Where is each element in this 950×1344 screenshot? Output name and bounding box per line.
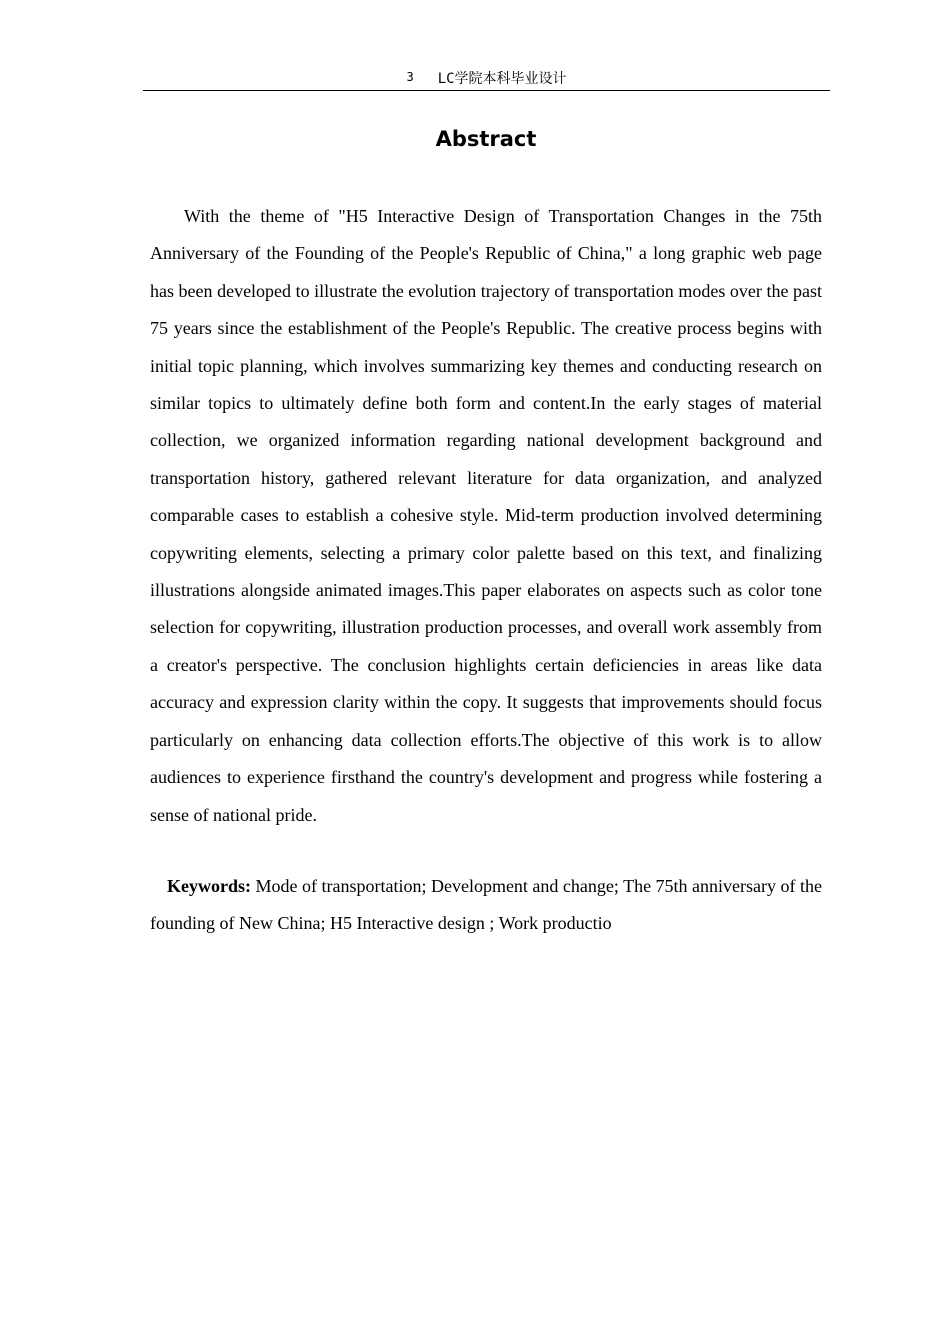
abstract-paragraph: With the theme of "H5 Interactive Design of Transportation Changes in the 75th Anniversary of the Founding of the People's Republic of China," a long graphic web page has been developed to illustrate the evolution trajectory of transportation modes over the past 75 years since the establishment of the People's Republic. The creative process begins with initial topic planning, which involves summarizing key themes and conducting research on similar topics to ultimately define both form and content.In the early stages of material collection, we organized information regarding national development background and transportation history, gathered relevant literature for data organization, and analyzed comparable cases to establish a cohesive style. Mid-term production involved determining copywriting elements, selecting a primary color palette based on this text, and finalizing illustrations alongside animated images.This paper elaborates on aspects such as color tone selection for copywriting, illustration production processes, and overall work assembly from a creator's perspective. The conclusion highlights certain deficiencies in areas like data accuracy and expression clarity within the copy. It suggests that improvements should focus particularly on enhancing data collection efforts.The objective of this work is to allow audiences to experience firsthand the country's development and progress while fostering a sense of national pride. xyxy=(150,206,822,825)
keywords-label: Keywords: xyxy=(167,876,251,896)
abstract-title: Abstract xyxy=(435,127,537,151)
header-content xyxy=(143,70,830,88)
page-header xyxy=(143,66,830,91)
page-number: 3 xyxy=(406,70,414,84)
keywords-paragraph xyxy=(150,868,822,943)
header-title: LC学院本科毕业设计 xyxy=(437,71,567,87)
keywords-text: Mode of transportation; Development and change; The 75th anniversary of the founding of New China; H5 Interactive design ; Work productio xyxy=(150,876,822,934)
